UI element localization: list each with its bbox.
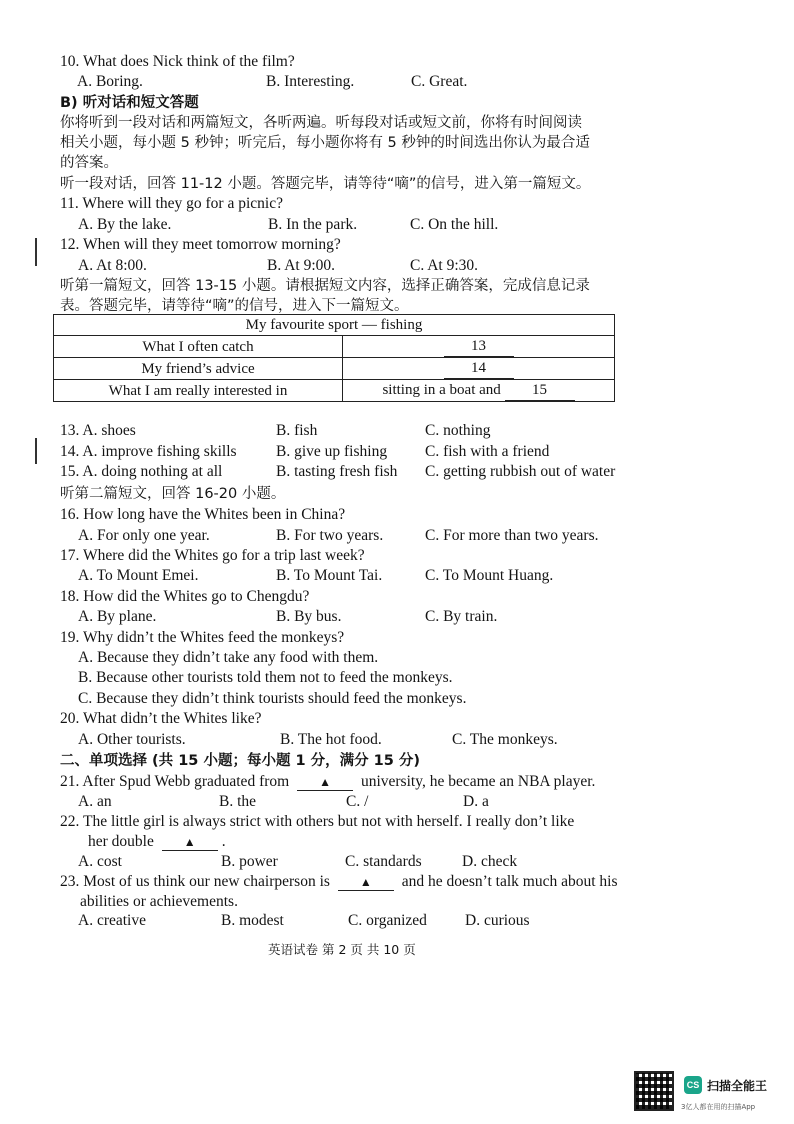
- question-11-stem: 11. Where will they go for a picnic?: [60, 195, 283, 212]
- table-row-label: What I am really interested in: [54, 380, 343, 402]
- answer-blank: [162, 832, 218, 851]
- info-record-table: [53, 314, 615, 402]
- table-row: [54, 358, 615, 380]
- margin-mark: [35, 238, 37, 266]
- question-19-option-c: C. Because they didn’t think tourists should feed the monkeys.: [78, 690, 467, 707]
- question-22-option-d: D. check: [462, 853, 518, 870]
- table-row-answer: [343, 380, 615, 402]
- question-11-option-b: B. In the park.: [268, 216, 358, 233]
- question-20-option-c: C. The monkeys.: [452, 731, 558, 748]
- question-12-stem: 12. When will they meet tomorrow morning?: [60, 236, 341, 253]
- question-10-option-a: A. Boring.: [77, 73, 143, 90]
- page-footer: 英语试卷 第 2 页 共 10 页: [268, 942, 416, 957]
- question-21-option-b: B. the: [219, 793, 257, 810]
- question-13-option-c: C. nothing: [425, 422, 491, 439]
- question-22-stem-a: 22. The little girl is always strict with others but not with herself. I really don’t like: [60, 813, 575, 830]
- question-23-stem-b: and he doesn’t talk much about his: [401, 873, 618, 890]
- question-19-stem: 19. Why didn’t the Whites feed the monkeys?: [60, 629, 345, 646]
- table-row-prefix: sitting in a boat and: [382, 382, 501, 398]
- blank-marker: ▲: [183, 835, 196, 849]
- question-12-option-c: C. At 9:30.: [410, 257, 479, 274]
- question-23-option-b: B. modest: [221, 912, 284, 929]
- question-15-option-a: 15. A. doing nothing at all: [60, 463, 223, 480]
- scanner-app-name: 扫描全能王: [707, 1079, 768, 1093]
- question-18-option-b: B. By bus.: [276, 608, 342, 625]
- question-23-option-d: D. curious: [465, 912, 530, 929]
- blank-marker: ▲: [319, 775, 332, 789]
- camscanner-logo-icon: CS: [684, 1076, 702, 1094]
- question-19-option-b: B. Because other tourists told them not to feed the monkeys.: [78, 669, 453, 686]
- question-14-option-a: 14. A. improve fishing skills: [60, 443, 237, 460]
- passage-1-instruction-line-1: 听第一篇短文，回答 13-15 小题。请根据短文内容，选择正确答案，完成信息记录: [60, 278, 590, 294]
- question-17-option-a: A. To Mount Emei.: [78, 567, 199, 584]
- scanner-app-tagline: 3亿人都在用的扫描App: [681, 1103, 756, 1111]
- question-19-option-a: A. Because they didn’t take any food with them.: [78, 649, 379, 666]
- table-row-answer: [343, 358, 615, 380]
- table-row-answer: [343, 336, 615, 358]
- answer-blank: [297, 772, 353, 791]
- question-22-stem-c: .: [221, 833, 226, 850]
- answer-blank-14: 14: [444, 358, 514, 379]
- question-21-stem-a: 21. After Spud Webb graduated from: [60, 773, 290, 790]
- question-10-stem: 10. What does Nick think of the film?: [60, 53, 295, 70]
- margin-mark: [35, 438, 37, 464]
- question-21-stem-b: university, he became an NBA player.: [360, 773, 596, 790]
- question-11-option-a: A. By the lake.: [78, 216, 172, 233]
- question-16-option-a: A. For only one year.: [78, 527, 210, 544]
- question-17-option-c: C. To Mount Huang.: [425, 567, 554, 584]
- table-title: My favourite sport — fishing: [54, 315, 615, 336]
- dialogue-instruction: 听一段对话，回答 11-12 小题。答题完毕，请等待“嘀”的信号，进入第一篇短文。: [60, 176, 591, 192]
- question-10-option-c: C. Great.: [411, 73, 468, 90]
- question-22-option-c: C. standards: [345, 853, 422, 870]
- question-22-stem-b-line: [88, 832, 226, 853]
- question-10-option-b: B. Interesting.: [266, 73, 355, 90]
- part-2-title: 二、单项选择 (共 15 小题；每小题 1 分，满分 15 分): [60, 753, 421, 769]
- passage-1-instruction-line-2: 表。答题完毕，请等待“嘀”的信号，进入下一篇短文。: [60, 298, 409, 314]
- question-12-option-a: A. At 8:00.: [78, 257, 147, 274]
- question-23-stem-c: abilities or achievements.: [80, 893, 238, 910]
- table-row: [54, 380, 615, 402]
- question-21-option-a: A. an: [78, 793, 112, 810]
- question-20-option-b: B. The hot food.: [280, 731, 382, 748]
- qr-code-icon: [634, 1071, 674, 1111]
- blank-marker: ▲: [359, 875, 372, 889]
- question-21-option-d: D. a: [463, 793, 489, 810]
- question-15-option-b: B. tasting fresh fish: [276, 463, 398, 480]
- question-12-option-b: B. At 9:00.: [267, 257, 336, 274]
- question-16-option-c: C. For more than two years.: [425, 527, 599, 544]
- question-18-option-c: C. By train.: [425, 608, 498, 625]
- answer-blank-13: 13: [444, 336, 514, 357]
- question-22-option-a: A. cost: [78, 853, 122, 870]
- question-21-option-c: C. /: [346, 793, 369, 810]
- question-23-option-c: C. organized: [348, 912, 427, 929]
- section-b-title: B) 听对话和短文答题: [60, 95, 199, 111]
- question-22-option-b: B. power: [221, 853, 278, 870]
- question-17-option-b: B. To Mount Tai.: [276, 567, 383, 584]
- question-14-option-c: C. fish with a friend: [425, 443, 550, 460]
- question-23-stem-a: 23. Most of us think our new chairperson is: [60, 873, 330, 890]
- question-15-option-c: C. getting rubbish out of water: [425, 463, 616, 480]
- question-16-option-b: B. For two years.: [276, 527, 384, 544]
- question-13-option-b: B. fish: [276, 422, 318, 439]
- section-b-intro-line-3: 的答案。: [60, 155, 118, 171]
- table-row: [54, 336, 615, 358]
- table-row-label: What I often catch: [54, 336, 343, 358]
- question-18-stem: 18. How did the Whites go to Chengdu?: [60, 588, 310, 605]
- question-11-option-c: C. On the hill.: [410, 216, 499, 233]
- question-20-option-a: A. Other tourists.: [78, 731, 186, 748]
- section-b-intro-line-1: 你将听到一段对话和两篇短文，各听两遍。听每段对话或短文前，你将有时间阅读: [60, 115, 582, 131]
- question-20-stem: 20. What didn’t the Whites like?: [60, 710, 262, 727]
- question-13-option-a: 13. A. shoes: [60, 422, 136, 439]
- passage-2-instruction: 听第二篇短文，回答 16-20 小题。: [60, 486, 286, 502]
- question-22-stem-b: her double: [88, 833, 154, 850]
- question-23-stem: [60, 872, 618, 893]
- answer-blank: [338, 872, 394, 891]
- question-21-stem: [60, 772, 595, 793]
- answer-blank-15: 15: [505, 380, 575, 401]
- section-b-intro-line-2: 相关小题，每小题 5 秒钟；听完后，每小题你将有 5 秒钟的时间选出你认为最合适: [60, 135, 590, 151]
- question-23-option-a: A. creative: [78, 912, 146, 929]
- question-17-stem: 17. Where did the Whites go for a trip last week?: [60, 547, 365, 564]
- table-row-label: My friend’s advice: [54, 358, 343, 380]
- question-18-option-a: A. By plane.: [78, 608, 157, 625]
- question-14-option-b: B. give up fishing: [276, 443, 388, 460]
- question-16-stem: 16. How long have the Whites been in China?: [60, 506, 346, 523]
